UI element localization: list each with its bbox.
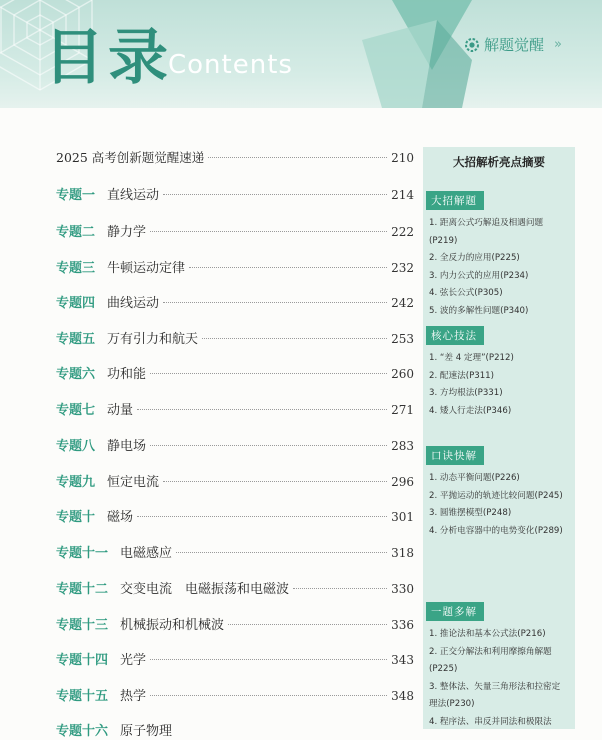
sidebar-item-list (423, 215, 575, 320)
toc-entry[interactable] (56, 221, 414, 241)
highlights-sidebar (423, 147, 575, 729)
toc-entry[interactable] (56, 614, 414, 634)
toc-entry-title: 热学 (120, 689, 147, 704)
sidebar-section-heading: 大招解题 (426, 191, 484, 210)
sidebar-item[interactable]: 1. 距离公式巧解追及相遇问题(P219) (429, 218, 544, 246)
toc-entry-page: 214 (391, 188, 414, 202)
sidebar-item[interactable]: 3. 圆锥摆模型(P248) (429, 508, 512, 518)
toc-entry-number: 专题十二 (56, 582, 109, 597)
toc-entry-number: 专题一 (56, 188, 96, 203)
sidebar-item[interactable]: 5. 波的多解性问题(P340) (429, 305, 529, 316)
sidebar-item[interactable]: 2. 平抛运动的轨迹比较问题(P245) (429, 490, 563, 501)
dot-leader (137, 516, 387, 517)
toc-entry[interactable] (56, 328, 414, 348)
sidebar-item[interactable]: 2. 正交分解法和利用摩擦角解题 (429, 646, 552, 657)
toc-entry-title: 2025 高考创新题觉醒速递 (56, 150, 205, 165)
dot-leader (163, 302, 387, 303)
sidebar-section-heading: 核心技法 (426, 326, 484, 345)
ribbon-decoration-icon (362, 0, 472, 108)
toc-entry-page: 348 (391, 689, 414, 703)
toc-entry-title: 恒定电流 (107, 475, 160, 490)
dot-leader (150, 445, 387, 446)
tagline-text: 解题觉醒 (484, 36, 545, 54)
toc-entry-page: 242 (391, 296, 414, 310)
toc-entry[interactable] (56, 542, 414, 562)
toc-entry-number: 专题十五 (56, 689, 109, 704)
dot-leader (150, 659, 387, 660)
toc-entry-title: 交变电流 电磁振荡和电磁波 (120, 582, 290, 597)
toc-entry-page: 283 (391, 439, 414, 453)
sidebar-section (423, 444, 575, 540)
sidebar-title: 大招解析亮点摘要 (453, 155, 545, 169)
toc-entry-title: 电磁感应 (120, 546, 173, 561)
toc-entry-number: 专题四 (56, 296, 96, 311)
toc-entry[interactable] (56, 148, 414, 168)
toc-entry-number: 专题十 (56, 510, 96, 525)
toc-entry-number: 专题十三 (56, 618, 109, 633)
sidebar-item[interactable]: 3. 内力公式的应用(P234) (429, 270, 529, 281)
sidebar-item[interactable]: 1. “差 4 定理”(P212) (429, 353, 514, 363)
sidebar-section-heading: 一题多解 (426, 602, 484, 621)
toc-entry-number: 专题三 (56, 261, 96, 276)
sidebar-section (423, 189, 575, 320)
page-title: 目录 (44, 23, 172, 93)
sidebar-item[interactable]: 4. 分析电容器中的电势变化(P289) (429, 525, 563, 536)
dot-leader (208, 157, 387, 158)
dot-leader (163, 481, 387, 482)
sidebar-item-list (423, 626, 575, 731)
toc-entry-number: 专题二 (56, 225, 96, 240)
sidebar-item[interactable]: 3. 方均根法(P331) (429, 388, 503, 398)
sidebar-item[interactable]: 1. 推论法和基本公式法(P216) (429, 629, 546, 639)
toc-entry[interactable] (56, 435, 414, 455)
dot-leader (150, 373, 387, 374)
toc-entry-page: 253 (391, 332, 414, 346)
dot-leader (163, 194, 387, 195)
dot-leader (137, 409, 387, 410)
toc-entry-page: 330 (391, 582, 414, 596)
toc-entry[interactable] (56, 184, 414, 204)
toc-entry-title: 功和能 (107, 367, 147, 382)
dot-leader (202, 338, 387, 339)
double-chevron-icon: » (554, 37, 562, 52)
toc-entry-title: 光学 (120, 653, 147, 668)
page-header (0, 0, 602, 108)
sidebar-item[interactable]: 2. 全反力的应用(P225) (429, 253, 520, 263)
toc-entry-title: 万有引力和航天 (107, 332, 199, 347)
toc-entry-title: 直线运动 (107, 188, 160, 203)
toc-entry-page: 232 (391, 261, 414, 275)
toc-entry-title: 牛顿运动定律 (107, 261, 186, 276)
dot-leader (293, 588, 387, 589)
sidebar-item[interactable]: 1. 动态平衡问题(P226) (429, 473, 520, 483)
toc-entry-page: 318 (391, 546, 414, 560)
toc-entry[interactable] (56, 471, 414, 491)
toc-entry[interactable] (56, 363, 414, 383)
dot-leader (150, 231, 387, 232)
dot-leader (150, 695, 387, 696)
toc-entry-number: 专题十一 (56, 546, 109, 561)
toc-entry[interactable] (56, 685, 414, 705)
sidebar-item[interactable]: 4. 弦长公式(P305) (429, 288, 503, 298)
sidebar-item[interactable]: 3. 整体法、矢量三角形法和拉密定 (429, 681, 561, 692)
sidebar-item[interactable]: 4. 程序法、串反并同法和极限法 (429, 716, 552, 727)
toc-entry-title: 静电场 (107, 439, 147, 454)
toc-entry-title: 静力学 (107, 225, 147, 240)
sidebar-section (423, 324, 575, 420)
toc-entry-title: 原子物理 (120, 724, 173, 739)
sidebar-item[interactable]: 2. 配速法(P311) (429, 370, 495, 381)
dot-leader (176, 552, 387, 553)
sidebar-item[interactable]: (P225) (429, 664, 458, 674)
toc-entry-title: 曲线运动 (107, 296, 160, 311)
sidebar-item-list (423, 470, 575, 540)
toc-entry[interactable] (56, 649, 414, 669)
toc-entry-page: 271 (391, 403, 414, 417)
toc-entry-page: 296 (391, 475, 414, 489)
toc-entry[interactable] (56, 292, 414, 312)
sidebar-item[interactable]: 4. 矮人行走法(P346) (429, 405, 512, 416)
toc-entry-title: 机械振动和机械波 (120, 618, 225, 633)
toc-entry-number: 专题八 (56, 439, 96, 454)
toc-entry[interactable] (56, 399, 414, 419)
tagline (464, 34, 562, 55)
toc-entry-page: 336 (391, 618, 414, 632)
toc-entry-page: 301 (391, 510, 414, 524)
toc-entry-number: 专题六 (56, 367, 96, 382)
toc-entry-number: 专题五 (56, 332, 96, 347)
dot-leader (228, 624, 387, 625)
toc-entry[interactable] (56, 578, 414, 598)
sidebar-item[interactable]: 理法(P230) (429, 699, 475, 709)
toc-entry-number: 专题十四 (56, 653, 109, 668)
gear-icon (464, 37, 480, 53)
toc-entry-number: 专题九 (56, 475, 96, 490)
toc-entry-number: 专题十六 (56, 724, 109, 739)
toc-entry-page: 260 (391, 367, 414, 381)
page-title-english: Contents (168, 50, 293, 80)
sidebar-section (423, 600, 575, 731)
toc-entry-number: 专题七 (56, 403, 96, 418)
toc-entry[interactable] (56, 720, 414, 740)
toc-entry-page: 343 (391, 653, 414, 667)
toc-entry-page: 222 (391, 225, 414, 239)
toc-entry[interactable] (56, 506, 414, 526)
dot-leader (189, 267, 387, 268)
toc-entry[interactable] (56, 257, 414, 277)
toc-entry-page: 210 (391, 151, 414, 165)
sidebar-item-list (423, 350, 575, 420)
toc-entry-title: 磁场 (107, 510, 134, 525)
toc-entry-title: 动量 (107, 403, 134, 418)
sidebar-section-heading: 口诀快解 (426, 446, 484, 465)
